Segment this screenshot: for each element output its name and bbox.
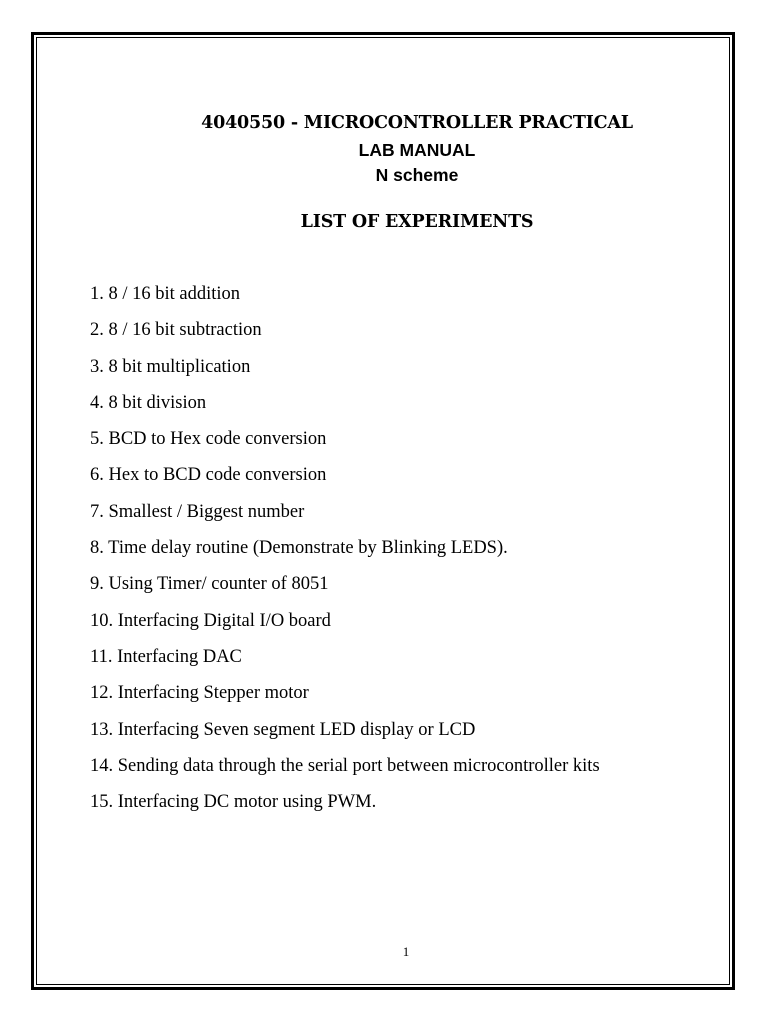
list-heading: LIST OF EXPERIMENTS (300, 212, 534, 232)
experiment-item: 4. 8 bit division (90, 392, 207, 413)
experiment-item: 9. Using Timer/ counter of 8051 (90, 574, 329, 595)
experiment-item: 15. Interfacing DC motor using PWM. (90, 792, 377, 813)
experiment-item: 14. Sending data through the serial port between microcontroller kits (90, 755, 600, 776)
document-subtitle-scheme: N scheme (375, 165, 459, 185)
document-title: 4040550 - MICROCONTROLLER PRACTICAL (201, 113, 633, 133)
experiment-item: 1. 8 / 16 bit addition (90, 284, 241, 304)
experiment-item: 6. Hex to BCD code conversion (90, 465, 327, 486)
experiment-item: 12. Interfacing Stepper motor (90, 683, 309, 704)
experiment-item: 7. Smallest / Biggest number (90, 501, 305, 522)
experiment-item: 8. Time delay routine (Demonstrate by Blinking LEDS). (90, 538, 508, 559)
experiment-item: 2. 8 / 16 bit subtraction (90, 320, 262, 341)
document-subtitle-lab-manual: LAB MANUAL (358, 140, 476, 160)
page-number: 1 (402, 944, 410, 959)
experiment-item: 5. BCD to Hex code conversion (90, 429, 327, 450)
experiment-item: 10. Interfacing Digital I/O board (90, 610, 331, 631)
experiment-item: 11. Interfacing DAC (90, 646, 242, 667)
experiment-item: 13. Interfacing Seven segment LED display or LCD (90, 719, 476, 740)
experiment-list (90, 283, 600, 827)
experiment-item: 3. 8 bit multiplication (90, 356, 251, 377)
